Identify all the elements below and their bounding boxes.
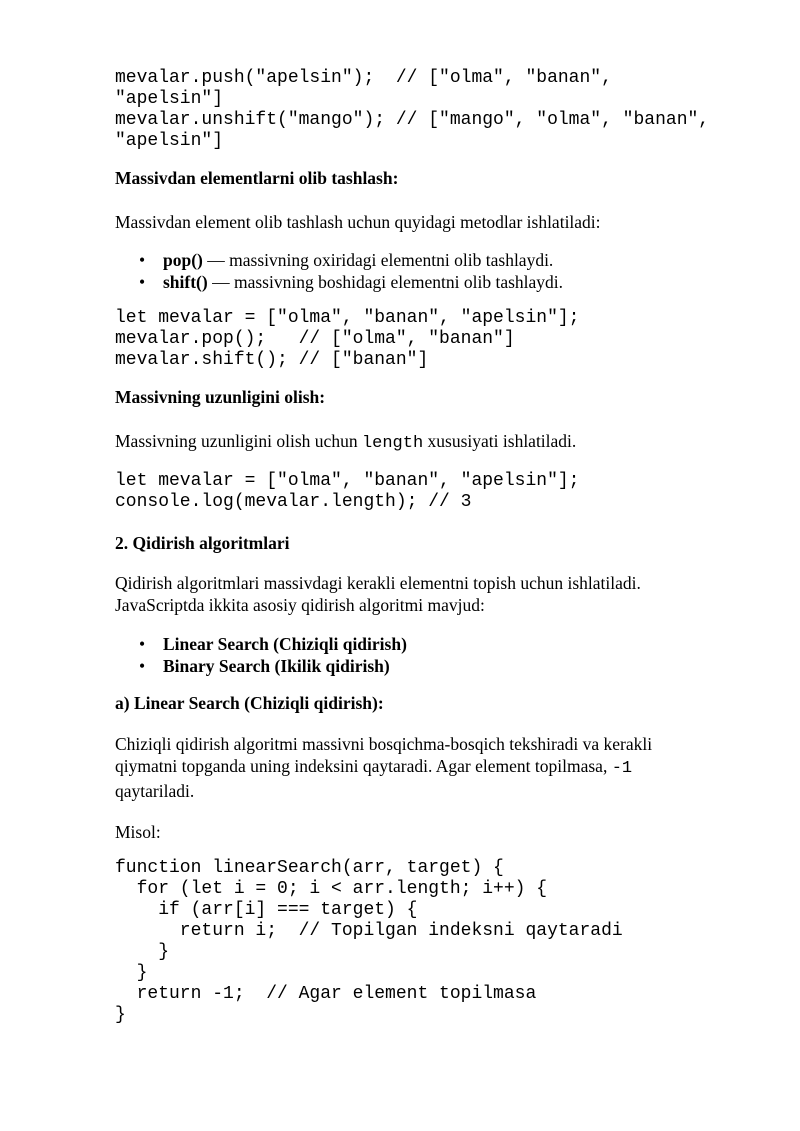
linear-search-description	[115, 733, 755, 802]
document-page	[115, 68, 755, 1026]
method-desc-shift: — massivning boshidagi elementni olib tashlaydi.	[207, 272, 564, 292]
length-intro-text-before: Massivning uzunligini olish uchun	[115, 431, 362, 451]
algorithm-binary-search: Binary Search (Ikilik qidirish)	[163, 656, 390, 676]
length-inline-code: length	[361, 434, 424, 453]
heading-remove-elements: Massivdan elementlarni olib tashlash:	[115, 168, 399, 188]
heading-array-length: Massivning uzunligini olish:	[115, 387, 326, 407]
list-item-shift	[115, 271, 755, 293]
search-intro-paragraph: Qidirish algoritmlari massivdagi kerakli elementni topish uchun ishlatiladi. JavaScriptda ikkita asosiy qidirish algoritmi mavjud:	[115, 573, 641, 615]
list-item-linear-search	[115, 633, 755, 655]
remove-methods-list	[115, 249, 755, 293]
list-item-pop	[115, 249, 755, 271]
length-intro-text-after: xususiyati ishlatiladi.	[423, 431, 577, 451]
heading-linear-search: a) Linear Search (Chiziqli qidirish):	[115, 693, 384, 713]
bullet-icon: •	[139, 656, 146, 676]
bullet-icon: •	[139, 272, 146, 292]
code-block-push-unshift: mevalar.push("apelsin"); // ["olma", "banan", "apelsin"] mevalar.unshift("mango"); // ["mango", "olma", "banan", "apelsin"]	[115, 68, 710, 151]
linear-inline-code: -1	[611, 759, 633, 778]
code-block-pop-shift: let mevalar = ["olma", "banan", "apelsin"]; mevalar.pop(); // ["olma", "banan"] mevalar.shift(); // ["banan"]	[115, 308, 580, 370]
method-name-pop: pop()	[163, 250, 203, 270]
method-desc-pop: — massivning oxiridagi elementni olib tashlaydi.	[202, 250, 554, 270]
linear-desc-text-before: Chiziqli qidirish algoritmi massivni bosqichma-bosqich tekshiradi va kerakli qiymatni topganda uning indeksini qaytaradi. Agar element topilmasa,	[115, 734, 653, 776]
code-block-length: let mevalar = ["olma", "banan", "apelsin"]; console.log(mevalar.length); // 3	[115, 471, 580, 512]
remove-intro-paragraph: Massivdan element olib tashlash uchun quyidagi metodlar ishlatiladi:	[115, 212, 601, 232]
length-intro-paragraph	[115, 430, 755, 455]
example-label: Misol:	[115, 822, 161, 842]
linear-desc-text-after: qaytariladi.	[115, 781, 195, 801]
bullet-icon: •	[139, 250, 146, 270]
method-name-shift: shift()	[163, 272, 208, 292]
list-item-binary-search	[115, 655, 755, 677]
algorithm-linear-search: Linear Search (Chiziqli qidirish)	[163, 634, 407, 654]
heading-search-algorithms: 2. Qidirish algoritmlari	[115, 533, 290, 553]
search-algorithms-list	[115, 633, 755, 677]
bullet-icon: •	[139, 634, 146, 654]
code-block-linear-search: function linearSearch(arr, target) { for (let i = 0; i < arr.length; i++) { if (arr[i] === target) { return i; // Topilgan indeksni qaytaradi } } return -1; // Agar element topilmasa }	[115, 858, 623, 1025]
